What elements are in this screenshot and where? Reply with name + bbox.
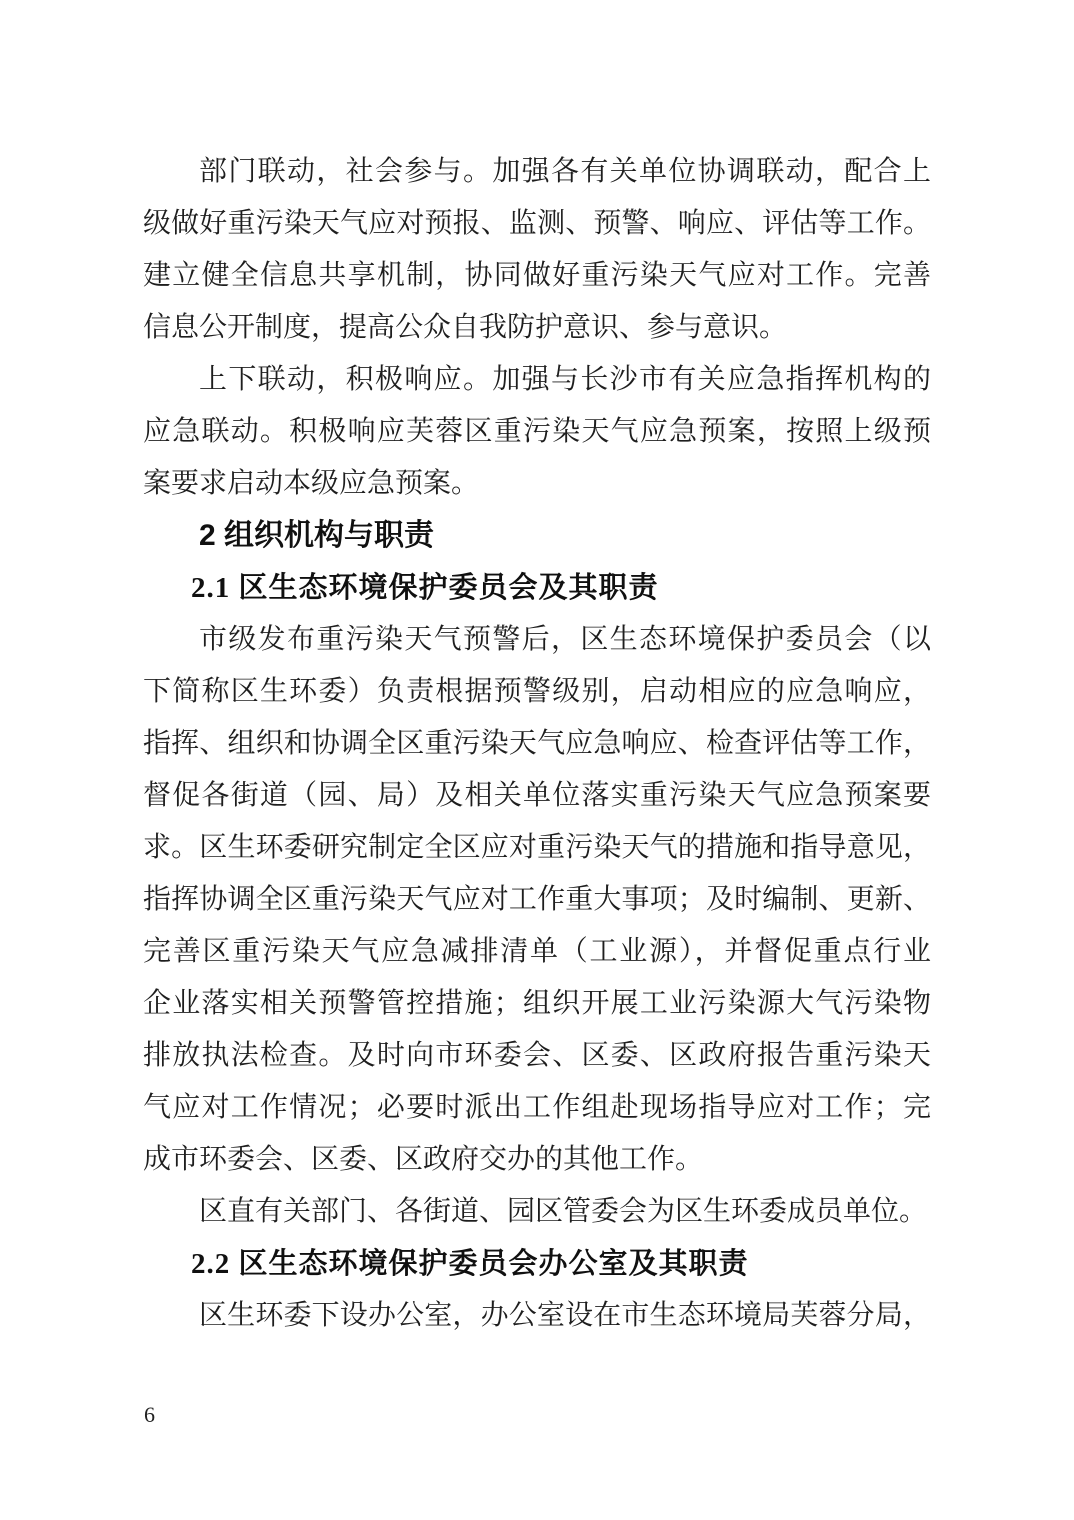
text-line: 应急联动。积极响应芙蓉区重污染天气应急预案，按照上级预	[143, 416, 931, 447]
text-line: 部门联动，社会参与。加强各有关单位协调联动，配合上	[199, 156, 931, 187]
paragraph	[143, 146, 931, 354]
text-line: 指挥、组织和协调全区重污染天气应急响应、检查评估等工作，	[143, 728, 931, 759]
text-line: 案要求启动本级应急预案。	[143, 468, 480, 499]
paragraph	[143, 354, 931, 510]
text-line: 督促各街道（园、局）及相关单位落实重污染天气应急预案要	[143, 780, 931, 811]
text-block	[143, 146, 931, 1342]
text-line: 上下联动，积极响应。加强与长沙市有关应急指挥机构的	[199, 364, 931, 395]
text-line: 建立健全信息共享机制，协同做好重污染天气应对工作。完善	[143, 260, 931, 291]
text-line: 成市环委会、区委、区政府交办的其他工作。	[143, 1144, 704, 1175]
text-line: 完善区重污染天气应急减排清单（工业源），并督促重点行业	[143, 936, 931, 967]
text-line: 下简称区生环委）负责根据预警级别，启动相应的应急响应，	[143, 676, 931, 707]
text-line: 指挥协调全区重污染天气应对工作重大事项；及时编制、更新、	[143, 884, 931, 915]
text-line: 排放执法检查。及时向市环委会、区委、区政府报告重污染天	[143, 1040, 931, 1071]
text-line: 区生环委下设办公室，办公室设在市生态环境局芙蓉分局，	[199, 1300, 931, 1331]
text-line: 区直有关部门、各街道、园区管委会为区生环委成员单位。	[199, 1196, 928, 1227]
page-number: 6	[144, 1402, 155, 1427]
paragraph	[143, 1186, 931, 1238]
subsection-heading: 2.1 区生态环境保护委员会及其职责	[191, 572, 659, 604]
text-line: 级做好重污染天气应对预报、监测、预警、响应、评估等工作。	[143, 208, 931, 239]
paragraph	[143, 614, 931, 1186]
text-line: 气应对工作情况；必要时派出工作组赴现场指导应对工作；完	[143, 1092, 931, 1123]
text-line: 求。区生环委研究制定全区应对重污染天气的措施和指导意见，	[143, 832, 931, 863]
text-line: 信息公开制度，提高公众自我防护意识、参与意识。	[143, 312, 788, 343]
subsection-heading: 2.2 区生态环境保护委员会办公室及其职责	[191, 1248, 749, 1280]
text-line: 市级发布重污染天气预警后，区生态环境保护委员会（以	[199, 624, 931, 655]
text-line: 企业落实相关预警管控措施；组织开展工业污染源大气污染物	[143, 988, 931, 1019]
section-heading: 2 组织机构与职责	[199, 519, 435, 552]
paragraph	[143, 1290, 931, 1342]
